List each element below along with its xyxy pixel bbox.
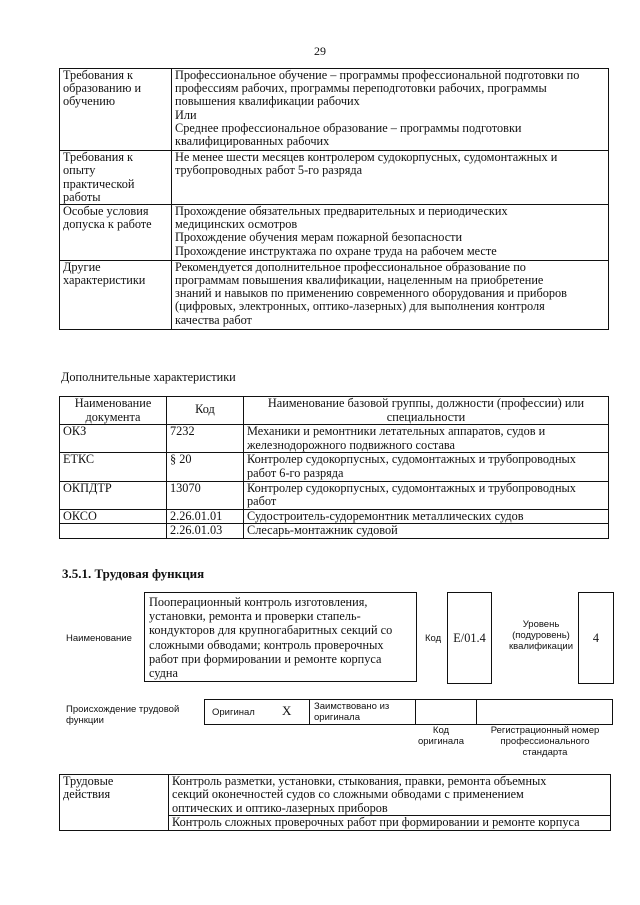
labor-function-heading: 3.5.1. Трудовая функция [62, 566, 205, 581]
header-name: Наименование базовой группы, должности (профессии) или специальности [244, 397, 609, 425]
text-line: работ при формировании и ремонте корпуса [149, 651, 382, 666]
function-code-box: E/01.4 [447, 592, 492, 684]
additional-characteristics-table [59, 396, 609, 539]
text-line: Контроль сложных проверочных работ при формировании и ремонте корпуса [172, 815, 580, 830]
text-line: Контроль разметки, установки, стыкования, правки, ремонта объемных [172, 774, 547, 788]
text-line: (цифровых, электронных, оптико-лазерных) для выполнения контроля [175, 299, 545, 314]
text-line: секций оконечностей судов со сложными обводами с применением [172, 787, 524, 802]
borrowed-label: Заимствовано из оригинала [314, 701, 390, 723]
function-name-box [144, 592, 417, 682]
text-line: кондукторов для крупногабаритных секций со [149, 623, 393, 638]
text-line: железнодорожного подвижного состава [247, 437, 456, 452]
name-cell [244, 524, 609, 539]
labor-actions-table [59, 774, 611, 831]
requirements-row [60, 69, 609, 151]
code-original-label: Код оригинала [417, 725, 464, 747]
requirement-value [172, 69, 609, 151]
text-line: характеристики [63, 273, 146, 288]
reg-number-label: Регистрационный номер профессионального стандарта [490, 725, 600, 758]
requirement-value [172, 260, 609, 329]
text-line: квалифицированных рабочих [175, 134, 330, 149]
document-cell: ОКПДТР [60, 481, 167, 509]
text-line: Среднее профессиональное образование – программы подготовки [175, 120, 522, 135]
requirement-label [60, 69, 172, 151]
text-line: практической [63, 176, 135, 191]
text-line: программам повышения квалификации, нацеленным на приобретение [175, 273, 544, 288]
original-mark: X [282, 703, 292, 718]
labor-action-item [169, 816, 611, 830]
name-cell [244, 453, 609, 481]
level-label: Уровень (подуровень) квалификации [508, 619, 574, 652]
table-row [60, 509, 609, 524]
text-line: Контролер судокорпусных, судомонтажных и трубопроводных [247, 452, 576, 467]
text-line: работы [63, 189, 101, 204]
text-line: Особые условия [63, 204, 149, 219]
text-line: судна [149, 666, 178, 681]
code-cell: 2.26.01.03 [167, 524, 244, 539]
requirements-row [60, 260, 609, 329]
text-line: Механики и ремонтники летательных аппаратов, судов и [247, 424, 546, 439]
text-line: Слесарь-монтажник судовой [247, 523, 398, 538]
text-line: трубопроводных работ 5-го разряда [175, 163, 363, 178]
text-line: образованию и [63, 81, 142, 96]
text-line: допуска к работе [63, 217, 152, 232]
text-line: Пооперационный контроль изготовления, [149, 595, 368, 609]
text-line: установки, ремонта и проверки стапель- [149, 609, 361, 624]
requirement-label [60, 205, 172, 261]
text-line: Рекомендуется дополнительное профессиональное образование по [175, 259, 526, 274]
text-line: оптических и оптико-лазерных приборов [172, 800, 388, 815]
code-cell: § 20 [167, 453, 244, 481]
text-line: сложными обводами; контроль проверочных [149, 637, 384, 652]
text-line: Прохождение обучения мерам пожарной безопасности [175, 230, 463, 245]
text-line: Требования к [63, 150, 134, 165]
text-line: профессиям рабочих, программы переподготовки рабочих, программы [175, 81, 547, 96]
code-cell: 2.26.01.01 [167, 509, 244, 524]
additional-characteristics-title: Дополнительные характеристики [61, 370, 236, 384]
origin-label: Происхождение трудовой функции [66, 704, 180, 726]
text-line: Другие [63, 259, 101, 274]
requirement-value [172, 151, 609, 205]
text-line: опыту [63, 163, 96, 178]
table-row [60, 425, 609, 453]
document-cell: ЕТКС [60, 453, 167, 481]
name-cell [244, 481, 609, 509]
requirement-label [60, 260, 172, 329]
original-label: Оригинал [212, 707, 255, 718]
header-document: Наименование документа [60, 397, 167, 425]
requirements-row [60, 151, 609, 205]
document-cell: ОКСО [60, 509, 167, 524]
labor-action-row [60, 775, 611, 816]
table-row [60, 481, 609, 509]
code-label: Код [425, 633, 442, 644]
name-label: Наименование [66, 633, 132, 644]
document-cell [60, 524, 167, 539]
text-line: Профессиональное обучение – программы профессиональной подготовки по [175, 68, 580, 82]
text-line: медицинских осмотров [175, 217, 298, 232]
name-cell [244, 425, 609, 453]
requirements-row [60, 205, 609, 261]
labor-actions-label [60, 775, 169, 831]
requirement-value [172, 205, 609, 261]
name-cell [244, 509, 609, 524]
code-cell: 7232 [167, 425, 244, 453]
text-line: Или [175, 107, 197, 122]
header-code: Код [167, 397, 244, 425]
origin-row [204, 699, 613, 725]
text-line: Требования к [63, 68, 134, 82]
code-cell: 13070 [167, 481, 244, 509]
text-line: Прохождение обязательных предварительных и периодических [175, 204, 508, 219]
requirements-table [59, 68, 609, 330]
text-line: Контролер судокорпусных, судомонтажных и трубопроводных [247, 480, 576, 495]
text-line: работ 6-го разряда [247, 465, 344, 480]
page-number: 29 [314, 44, 326, 58]
text-line: Судостроитель-судоремонтник металлических судов [247, 508, 524, 523]
text-line: Прохождение инструктажа по охране труда на рабочем месте [175, 243, 497, 258]
table-row [60, 453, 609, 481]
text-line: обучению [63, 94, 116, 109]
document-cell: ОКЗ [60, 425, 167, 453]
text-line: качества работ [175, 312, 252, 327]
requirement-label [60, 151, 172, 205]
text-line: действия [63, 787, 111, 802]
labor-action-item [169, 775, 611, 816]
text-line: Трудовые [63, 774, 114, 788]
level-value-box: 4 [578, 592, 614, 684]
text-line: знаний и навыков по применению современного оборудования и приборов [175, 286, 567, 301]
table-row [60, 524, 609, 539]
text-line: работ [247, 494, 277, 509]
text-line: Не менее шести месяцев контролером судокорпусных, судомонтажных и [175, 150, 558, 165]
text-line: повышения квалификации рабочих [175, 94, 360, 109]
